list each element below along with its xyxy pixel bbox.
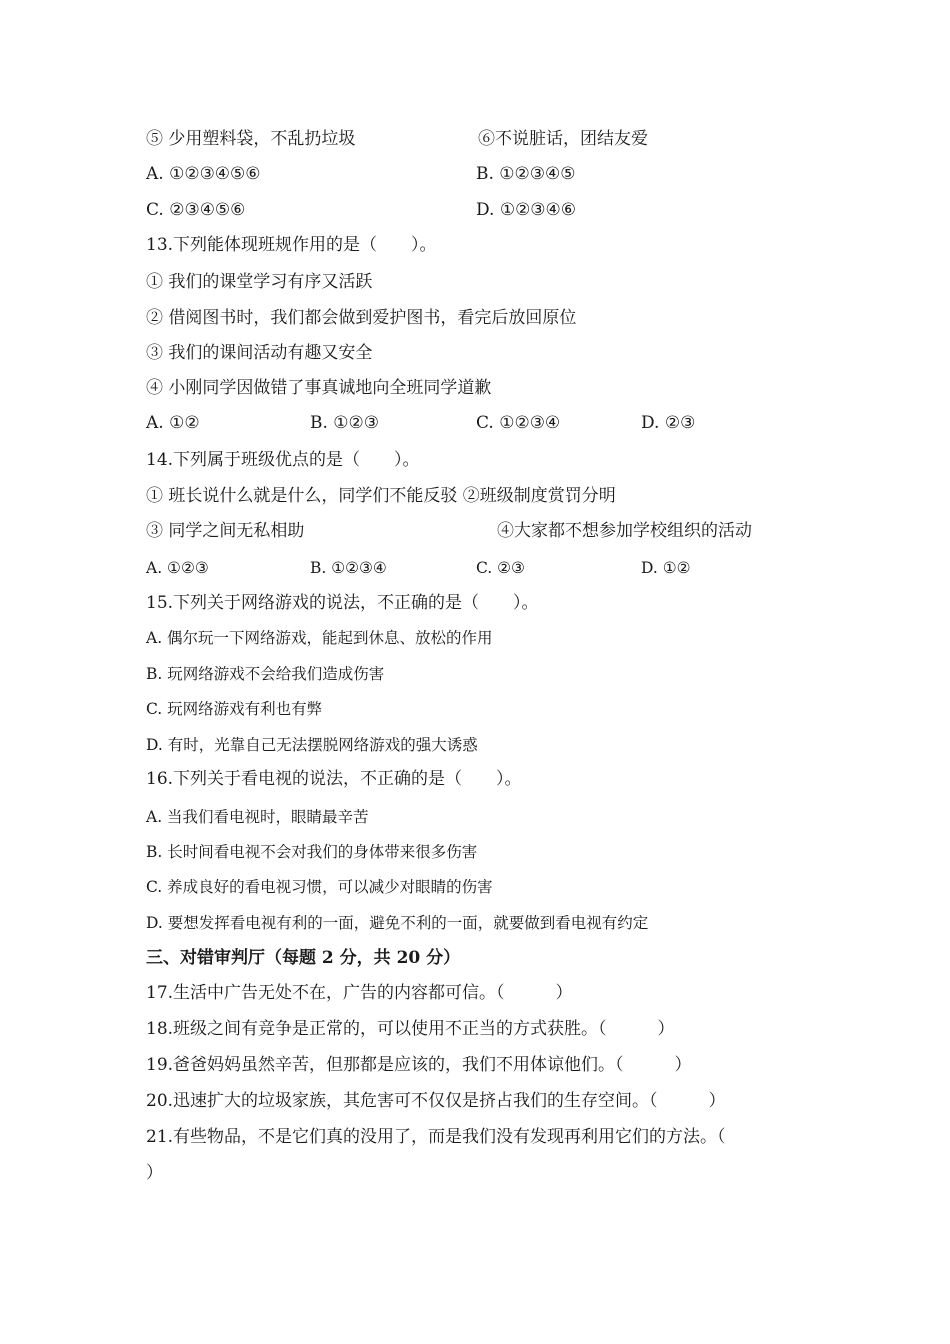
- q12-option-c: C. ②③④⑤⑥: [146, 200, 246, 220]
- q13-option-b: B. ①②③: [310, 413, 380, 433]
- q13-item-1: ① 我们的课堂学习有序又活跃: [146, 272, 373, 292]
- q16-option-a: A. 当我们看电视时，眼睛最辛苦: [146, 808, 369, 826]
- q16-stem: 16.下列关于看电视的说法，不正确的是（ ）。: [146, 769, 522, 789]
- q16-option-d: D. 要想发挥看电视有利的一面，避免不利的一面，就要做到看电视有约定: [146, 914, 649, 932]
- q15-option-d: D. 有时，光靠自己无法摆脱网络游戏的强大诱惑: [146, 736, 478, 754]
- q15-option-c: C. 玩网络游戏有利也有弊: [146, 700, 323, 718]
- q14-option-c: C. ②③: [476, 559, 525, 577]
- q13-option-c: C. ①②③④: [476, 413, 561, 433]
- q14-item-3: ③ 同学之间无私相助: [146, 521, 305, 541]
- q12-option-d: D. ①②③④⑥: [476, 200, 577, 220]
- judgement-21-continuation: ）: [146, 1163, 163, 1183]
- q13-item-2: ② 借阅图书时，我们都会做到爱护图书，看完后放回原位: [146, 308, 577, 328]
- q14-option-d: D. ①②: [641, 559, 691, 577]
- q16-option-b: B. 长时间看电视不会对我们的身体带来很多伤害: [146, 843, 478, 861]
- q14-items-line1: ① 班长说什么就是什么，同学们不能反驳 ②班级制度赏罚分明: [146, 486, 616, 506]
- q13-item-4: ④ 小刚同学因做错了事真诚地向全班同学道歉: [146, 378, 492, 398]
- q12-item6: ⑥不说脏话，团结友爱: [478, 129, 648, 149]
- q13-item-3: ③ 我们的课间活动有趣又安全: [146, 343, 373, 363]
- judgement-19: 19.爸爸妈妈虽然辛苦，但那都是应该的，我们不用体谅他们。（ ）: [146, 1055, 692, 1075]
- q15-option-b: B. 玩网络游戏不会给我们造成伤害: [146, 665, 385, 683]
- q16-option-c: C. 养成良好的看电视习惯，可以减少对眼睛的伤害: [146, 878, 493, 896]
- judgement-20: 20.迅速扩大的垃圾家族，其危害可不仅仅是挤占我们的生存空间。（ ）: [146, 1091, 726, 1111]
- q13-option-a: A. ①②: [146, 413, 200, 433]
- q14-item-4: ④大家都不想参加学校组织的活动: [497, 521, 752, 541]
- q12-option-b: B. ①②③④⑤: [476, 164, 576, 184]
- q13-stem: 13.下列能体现班规作用的是（ ）。: [146, 235, 437, 255]
- q13-option-d: D. ②③: [641, 413, 696, 433]
- q14-stem: 14.下列属于班级优点的是（ ）。: [146, 450, 420, 470]
- q14-option-a: A. ①②③: [146, 559, 209, 577]
- q14-option-b: B. ①②③④: [310, 559, 387, 577]
- q12-item5: ⑤ 少用塑料袋，不乱扔垃圾: [146, 129, 356, 149]
- section-3-title: 三、对错审判厅（每题 2 分，共 20 分）: [146, 948, 461, 968]
- q15-stem: 15.下列关于网络游戏的说法，不正确的是（ ）。: [146, 593, 539, 613]
- q12-option-a: A. ①②③④⑤⑥: [146, 164, 261, 184]
- judgement-21: 21.有些物品，不是它们真的没用了，而是我们没有发现再利用它们的方法。（: [146, 1127, 726, 1147]
- judgement-17: 17.生活中广告无处不在，广告的内容都可信。（ ）: [146, 983, 573, 1003]
- judgement-18: 18.班级之间有竞争是正常的，可以使用不正当的方式获胜。（ ）: [146, 1019, 675, 1039]
- q15-option-a: A. 偶尔玩一下网络游戏，能起到休息、放松的作用: [146, 629, 493, 647]
